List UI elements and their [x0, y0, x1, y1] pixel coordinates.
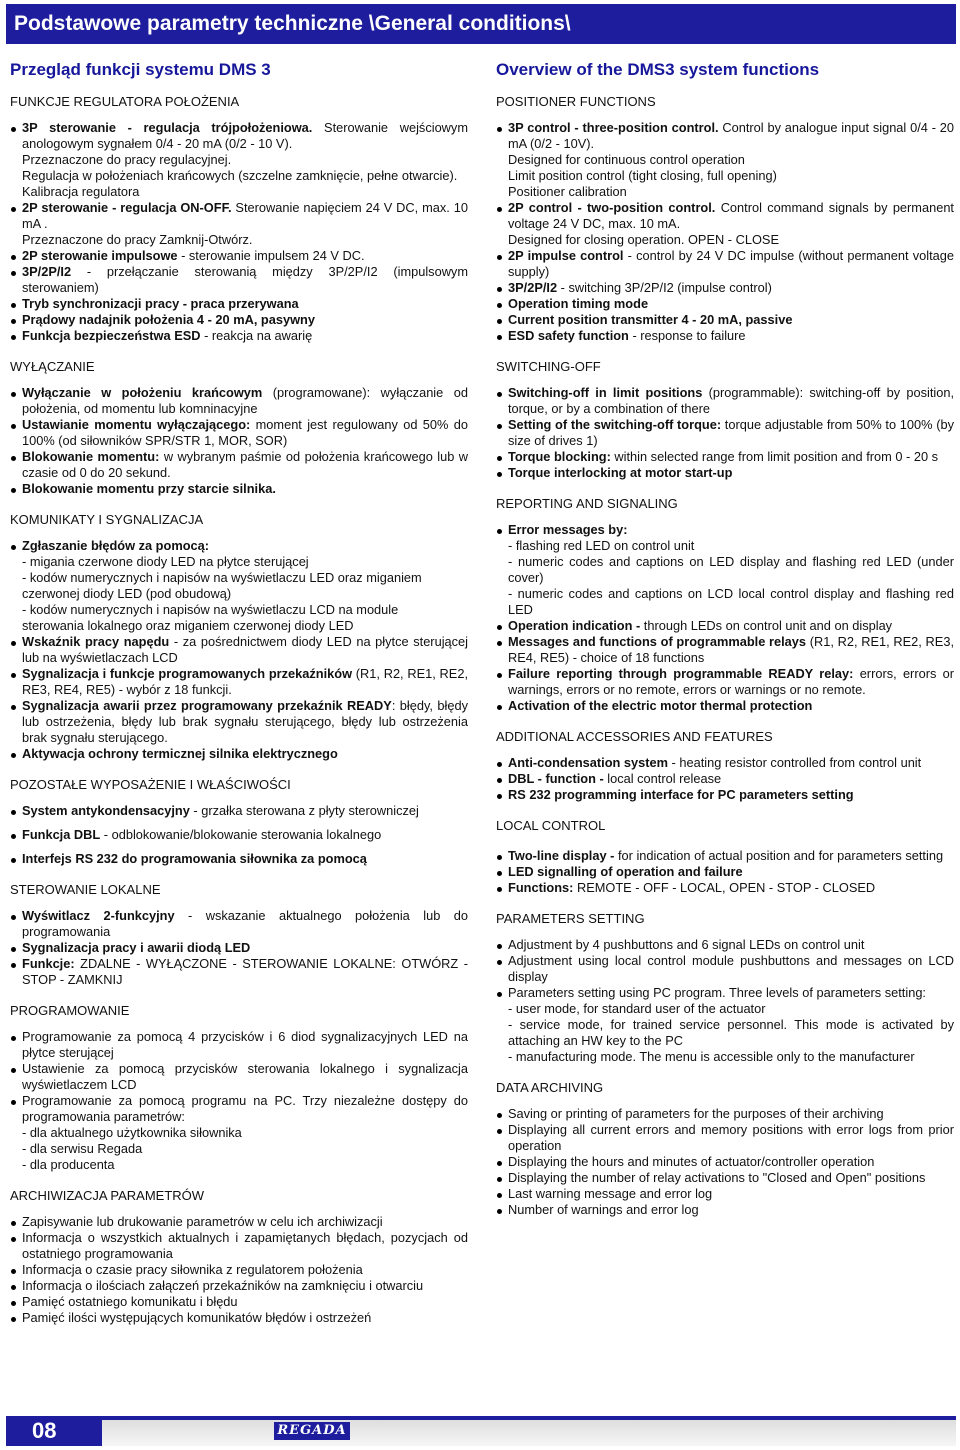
section-heading: WYŁĄCZANIE [10, 359, 95, 374]
list-item: Operation timing mode [496, 296, 954, 312]
list-item: Wskaźnik pracy napędu - za pośrednictwem diody LED na płytce sterującej lub na wyświetlaczach LCD [10, 634, 468, 666]
list-item: Setting of the switching-off torque: torque adjustable from 50% to 100% (by size of drives 1) [496, 417, 954, 449]
list-item: System antykondensacyjny - grzałka sterowana z płyty sterowniczej [10, 803, 468, 819]
text-line: - flashing red LED on control unit [508, 538, 695, 553]
right-column [496, 56, 954, 1218]
section-heading: POSITIONER FUNCTIONS [496, 94, 656, 109]
text-line: Limit position control (tight closing, full opening) [508, 168, 777, 183]
list-item: Programowanie za pomocą 4 przycisków i 6 diod sygnalizacyjnych LED na płytce sterującej [10, 1029, 468, 1061]
list-item: Parameters setting using PC program. Three levels of parameters setting: [496, 985, 954, 1001]
text-line: Positioner calibration [508, 184, 627, 199]
list-item: Adjustment using local control module pushbuttons and messages on LCD display [496, 953, 954, 985]
list-item: Funkcja DBL - odblokowanie/blokowanie sterowania lokalnego [10, 827, 468, 843]
text-line: - dla serwisu Regada [22, 1141, 143, 1156]
list-item: Sygnalizacja pracy i awarii diodą LED [10, 940, 468, 956]
list-item: 2P impulse control - control by 24 V DC impulse (without permanent voltage supply) [496, 248, 954, 280]
text-line: - dla producenta [22, 1157, 115, 1172]
text-line: - service mode, for trained service personnel. This mode is activated by attaching an HW key to the PC [508, 1017, 954, 1048]
list-item: Current position transmitter 4 - 20 mA, passive [496, 312, 954, 328]
list-item: Saving or printing of parameters for the purposes of their archiving [496, 1106, 954, 1122]
text-line: Designed for continuous control operation [508, 152, 745, 167]
list-item: Programowanie za pomocą programu na PC. Trzy niezależne dostępy do programowania parametrów: [10, 1093, 468, 1125]
list-item: Prądowy nadajnik położenia 4 - 20 mA, pasywny [10, 312, 468, 328]
section-heading: REPORTING AND SIGNALING [496, 496, 678, 511]
section-heading: LOCAL CONTROL [496, 818, 606, 833]
list-item: Number of warnings and error log [496, 1202, 954, 1218]
list-item: 3P sterowanie - regulacja trójpołożeniowa. Sterowanie wejściowym anologowym sygnałem 0/4 - 20 mA (0/2 - 10 V). [10, 120, 468, 152]
text-line: - dla aktualnego użytkownika siłownika [22, 1125, 242, 1140]
list-item: Informacja o ilościach załączeń przekaźników na zamknięciu i otwarciu [10, 1278, 468, 1294]
list-item: Displaying the hours and minutes of actuator/controller operation [496, 1154, 954, 1170]
list-item: Informacja o wszystkich aktualnych i zapamiętanych błędach, pozycjach od ostatniego programowania [10, 1230, 468, 1262]
list-item: Interfejs RS 232 do programowania siłownika za pomocą [10, 851, 468, 867]
text-line: Kalibracja regulatora [22, 184, 140, 199]
list-item: Activation of the electric motor thermal protection [496, 698, 954, 714]
text-line: - user mode, for standard user of the actuator [508, 1001, 766, 1016]
list-item: 3P control - three-position control. Control by analogue input signal 0/4 - 20 mA (0/2 - 10V). [496, 120, 954, 152]
list-item: 2P sterowanie - regulacja ON-OFF. Sterowanie napięciem 24 V DC, max. 10 mA . [10, 200, 468, 232]
list-item: Pamięć ostatniego komunikatu i błędu [10, 1294, 468, 1310]
list-item: Blokowanie momentu przy starcie silnika. [10, 481, 468, 497]
footer-bar [6, 1416, 956, 1446]
list-item: Functions: REMOTE - OFF - LOCAL, OPEN - STOP - CLOSED [496, 880, 954, 896]
page-header-title: Podstawowe parametry techniczne \General conditions\ [14, 12, 571, 35]
section-heading: SWITCHING-OFF [496, 359, 601, 374]
section-heading: ARCHIWIZACJA PARAMETRÓW [10, 1188, 205, 1203]
list-item: Two-line display - for indication of actual position and for parameters setting [496, 848, 954, 864]
list-item: Wyświtlacz 2-funkcyjny - wskazanie aktualnego położenia lub do programowania [10, 908, 468, 940]
list-item: 3P/2P/I2 - przełączanie sterowanią między 3P/2P/I2 (impulsowym sterowaniem) [10, 264, 468, 296]
list-item: ESD safety function - response to failure [496, 328, 954, 344]
header-bar [6, 4, 956, 44]
text-line: Regulacja w położeniach krańcowych (szczelne zamknięcie, pełne otwarcie). [22, 168, 458, 183]
text-line: - kodów numerycznych i napisów na wyświetlaczu LED oraz miganiem [22, 570, 422, 585]
list-item: Sygnalizacja awarii przez programowany przekaźnik READY: błędy, błędy lub ostrzeżenia, błędy lub brak sygnału sterującego, błędy lub ostrzeżenia brak sygnału sterującego. [10, 698, 468, 746]
list-item: Torque blocking: within selected range from limit position and from 0 - 20 s [496, 449, 954, 465]
list-item: Zapisywanie lub drukowanie parametrów w celu ich archiwizacji [10, 1214, 468, 1230]
list-item: 2P sterowanie impulsowe - sterowanie impulsem 24 V DC. [10, 248, 468, 264]
list-item: Sygnalizacja i funkcje programowanych przekaźników (R1, R2, RE1, RE2, RE3, RE4, RE5) - wybór z 18 funkcji. [10, 666, 468, 698]
list-item: Blokowanie momentu: w wybranym paśmie od położenia krańcowego lub w czasie od 0 do 20 sekund. [10, 449, 468, 481]
list-item: Failure reporting through programmable READY relay: errors, errors or warnings, errors or no remote, errors or warnings or no remote. [496, 666, 954, 698]
list-item: Adjustment by 4 pushbuttons and 6 signal LEDs on control unit [496, 937, 954, 953]
list-item: RS 232 programming interface for PC parameters setting [496, 787, 954, 803]
list-item: Ustawianie momentu wyłączającego: moment jest regulowany od 50% do 100% (od siłowników SPR/STR 1, MOR, SOR) [10, 417, 468, 449]
text-line: Designed for closing operation. OPEN - CLOSE [508, 232, 779, 247]
list-item: 3P/2P/I2 - switching 3P/2P/I2 (impulse control) [496, 280, 954, 296]
right-title: Overview of the DMS3 system functions [496, 60, 820, 79]
list-item: Aktywacja ochrony termicznej silnika elektrycznego [10, 746, 468, 762]
list-item: Operation indication - through LEDs on control unit and on display [496, 618, 954, 634]
list-item: Ustawienie za pomocą przycisków sterowania lokalnego i sygnalizacja wyświetlaczem LCD [10, 1061, 468, 1093]
list-item: Displaying all current errors and memory positions with error logs from prior operation [496, 1122, 954, 1154]
page-number: 08 [32, 1418, 57, 1443]
section-heading: PROGRAMOWANIE [10, 1003, 130, 1018]
text-line: - numeric codes and captions on LED display and flashing red LED (under cover) [508, 554, 954, 585]
list-item: Funkcje: ZDALNE - WYŁĄCZONE - STEROWANIE LOKALNE: OTWÓRZ - STOP - ZAMKNIJ [10, 956, 468, 988]
list-item: Torque interlocking at motor start-up [496, 465, 954, 481]
list-item: DBL - function - local control release [496, 771, 954, 787]
section-heading: FUNKCJE REGULATORA POŁOŻENIA [10, 94, 240, 109]
section-heading: STEROWANIE LOKALNE [10, 882, 161, 897]
text-line: sterowania lokalnego oraz miganiem czerwonej diody LED [22, 618, 354, 633]
list-item: Messages and functions of programmable relays (R1, R2, RE1, RE2, RE3, RE4, RE5) - choice of 18 functions [496, 634, 954, 666]
list-item: Pamięć ilości występujących komunikatów błędów i ostrzeżeń [10, 1310, 468, 1326]
text-line: Przeznaczone do pracy Zamknij-Otwórz. [22, 232, 253, 247]
text-line: - kodów numerycznych i napisów na wyświetlaczu LCD na module [22, 602, 399, 617]
list-item: Last warning message and error log [496, 1186, 954, 1202]
regada-logo: REGADA [274, 1422, 350, 1440]
list-item: 2P control - two-position control. Control command signals by permanent voltage 24 V DC, max. 10 mA. [496, 200, 954, 232]
left-column [10, 56, 468, 1326]
list-item: Displaying the number of relay activations to "Closed and Open" positions [496, 1170, 954, 1186]
text-line: - migania czerwone diody LED na płytce sterującej [22, 554, 309, 569]
left-title: Przegląd funkcji systemu DMS 3 [10, 60, 271, 79]
section-heading: ADDITIONAL ACCESSORIES AND FEATURES [496, 729, 773, 744]
section-heading: POZOSTAŁE WYPOSAŻENIE I WŁAŚCIWOŚCI [10, 777, 291, 792]
list-item: Tryb synchronizacji pracy - praca przerywana [10, 296, 468, 312]
text-line: - numeric codes and captions on LCD local control display and flashing red LED [508, 586, 954, 617]
list-item: Anti-condensation system - heating resistor controlled from control unit [496, 755, 954, 771]
list-item: Wyłączanie w położeniu krańcowym (programowane): wyłączanie od położenia, od momentu lub komninacyjne [10, 385, 468, 417]
list-item: Informacja o czasie pracy siłownika z regulatorem położenia [10, 1262, 468, 1278]
list-item: Funkcja bezpieczeństwa ESD - reakcja na awarię [10, 328, 468, 344]
text-line: Przeznaczone do pracy regulacyjnej. [22, 152, 232, 167]
list-item: Switching-off in limit positions (programmable): switching-off by position, torque, or by a combination of there [496, 385, 954, 417]
list-item: Zgłaszanie błędów za pomocą: [10, 538, 468, 554]
section-heading: DATA ARCHIVING [496, 1080, 604, 1095]
text-line: - manufacturing mode. The menu is accessible only to the manufacturer [508, 1049, 915, 1064]
text-line: czerwonej diody LED (pod obudową) [22, 586, 232, 601]
section-heading: PARAMETERS SETTING [496, 911, 645, 926]
section-heading: KOMUNIKATY I SYGNALIZACJA [10, 512, 204, 527]
list-item: LED signalling of operation and failure [496, 864, 954, 880]
list-item: Error messages by: [496, 522, 954, 538]
page-number-box [6, 1416, 102, 1446]
